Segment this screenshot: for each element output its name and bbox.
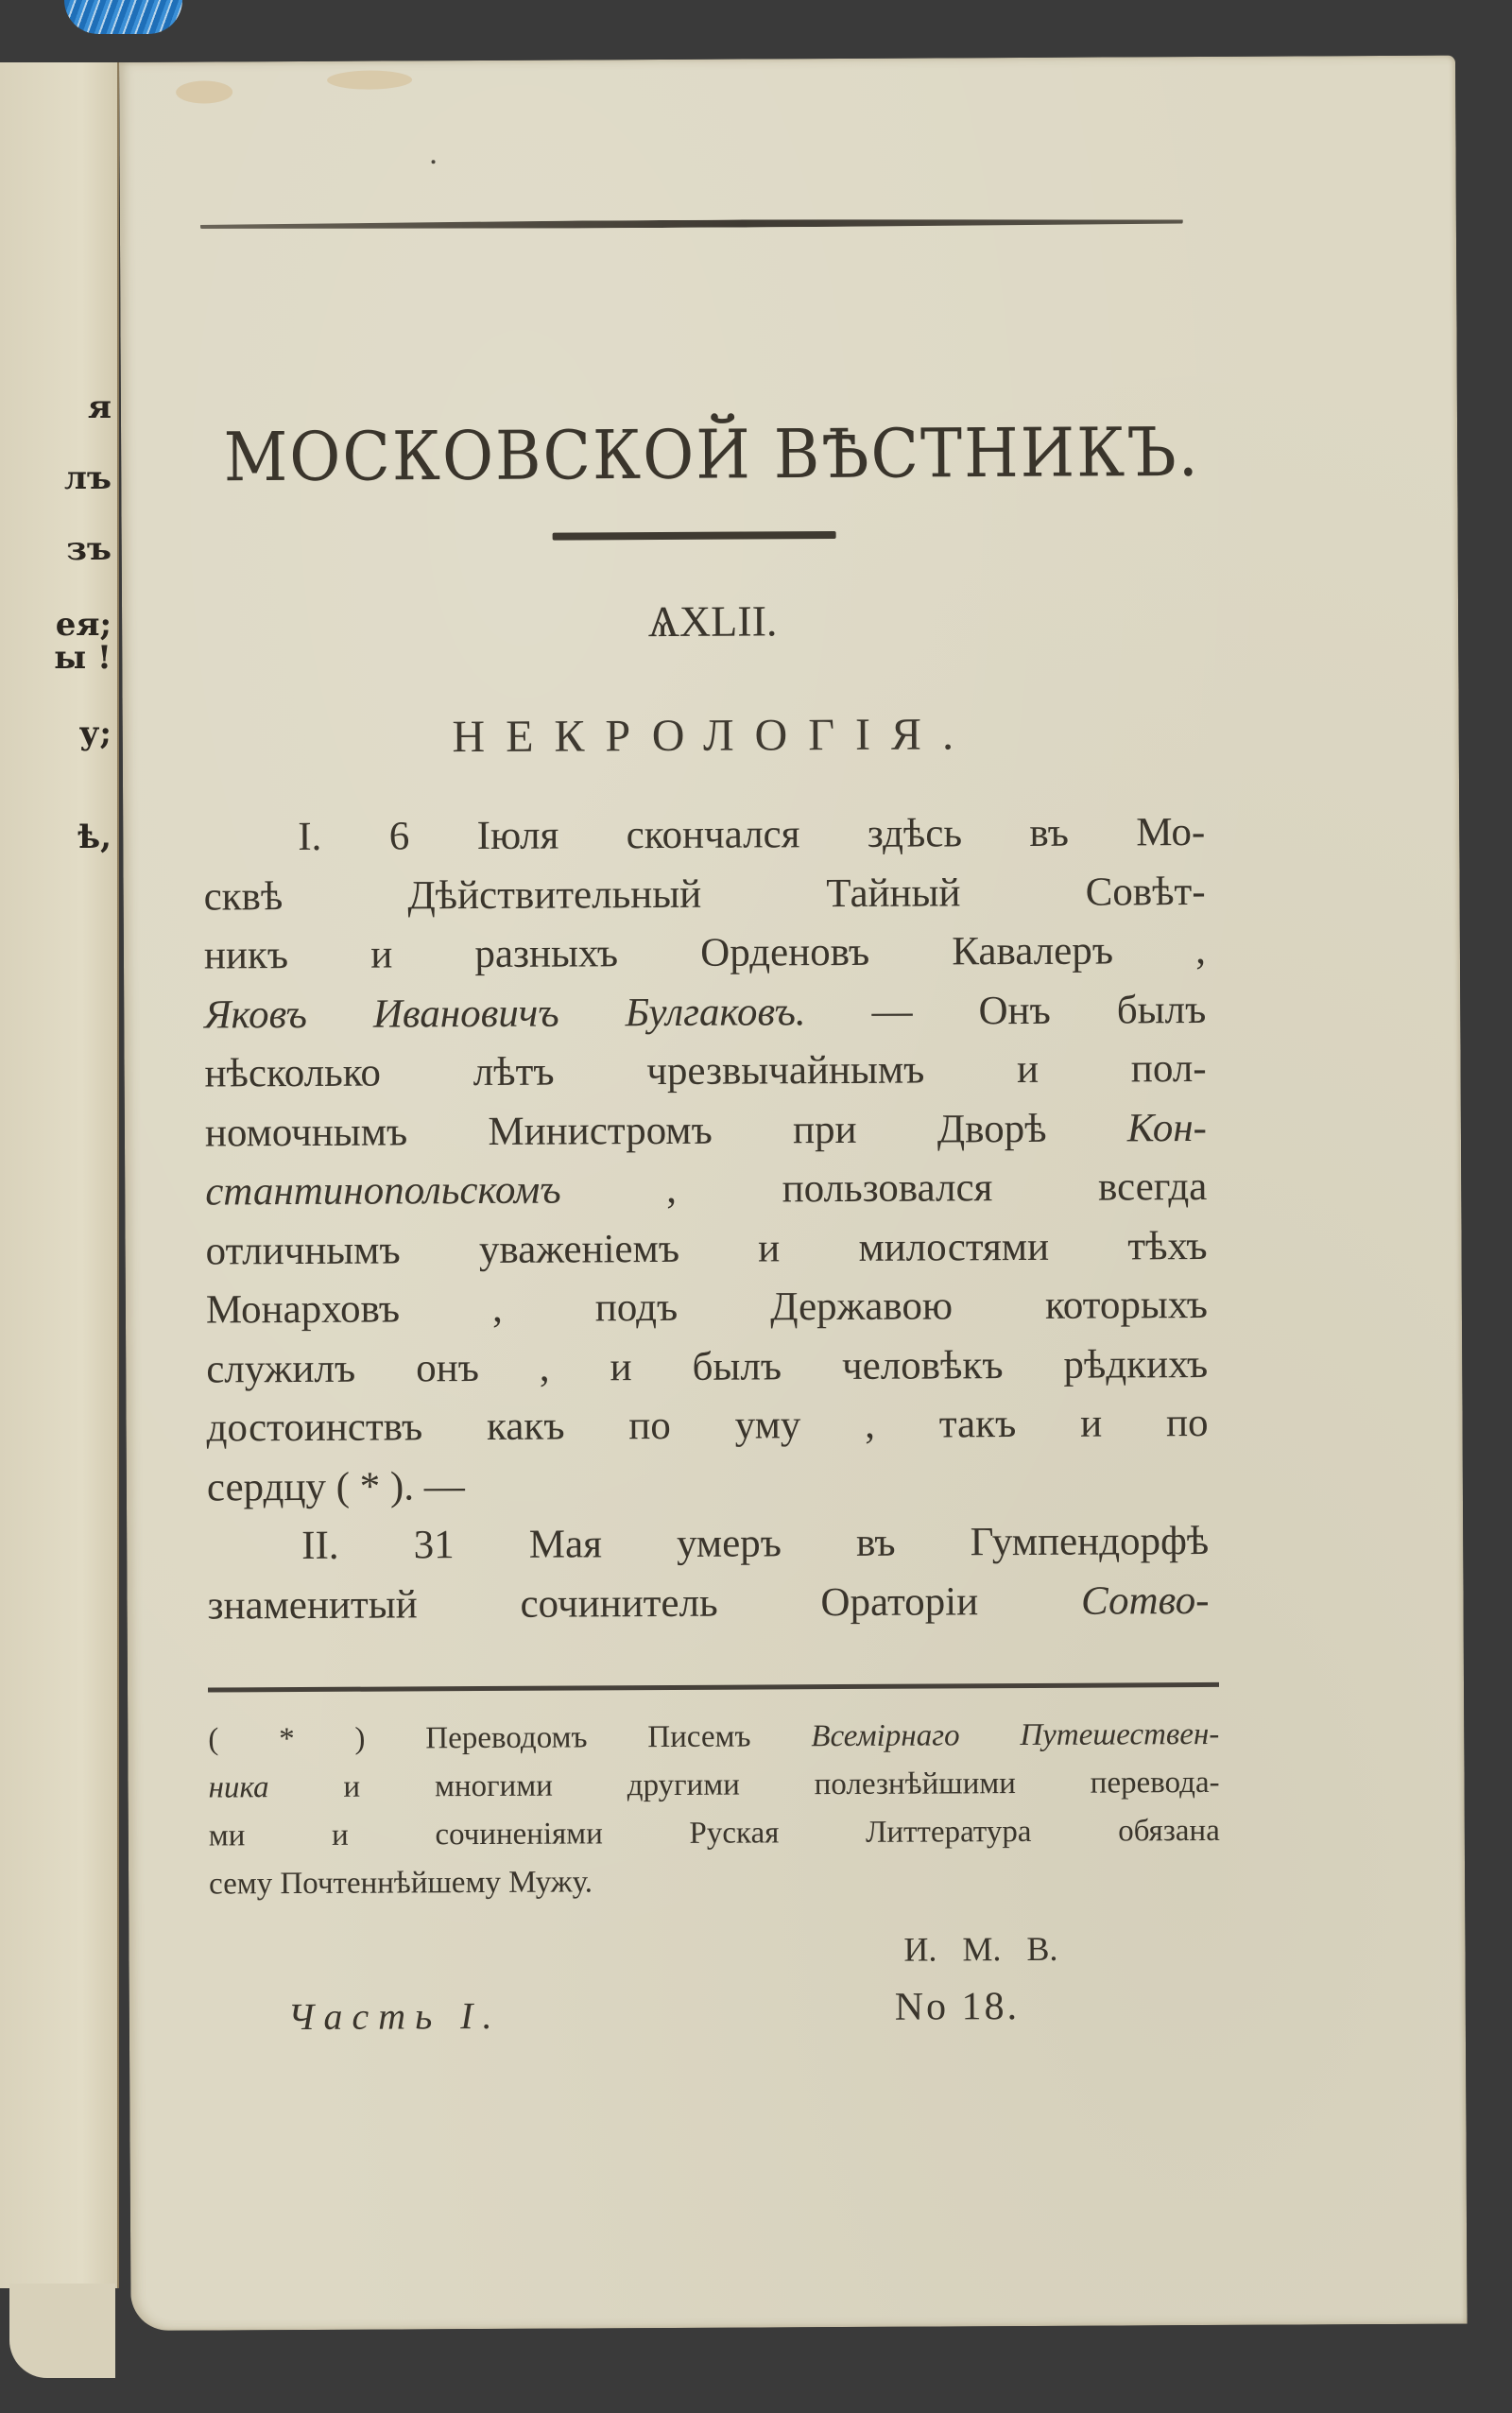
text-run: , пользовался всегда <box>560 1163 1208 1213</box>
paper-stain <box>176 80 232 103</box>
italic-text: стантинопольскомъ <box>205 1167 561 1215</box>
previous-page-fragment: я <box>87 388 112 426</box>
previous-page-fragment: ѣ, <box>77 819 112 856</box>
italic-text: Яковъ Ивановичъ Булгаковъ. <box>204 989 806 1038</box>
text-line <box>209 1807 1220 1861</box>
text-run: отличнымъ уваженіемъ и милостями тѣхъ <box>205 1223 1208 1274</box>
text-run: никъ и разныхъ Орденовъ Кавалеръ , <box>203 927 1207 978</box>
previous-page-fragment: зъ <box>66 530 112 568</box>
title-underline-rule <box>553 531 836 541</box>
ink-speck <box>432 160 436 164</box>
previous-page-corner <box>9 2284 115 2378</box>
italic-text: ника <box>208 1770 269 1805</box>
text-run: и многими другими полезнѣйшими перевода- <box>268 1765 1220 1805</box>
text-line <box>204 922 1206 986</box>
paper-stain <box>327 70 412 89</box>
document-page <box>119 56 1468 2331</box>
text-line <box>203 862 1205 926</box>
text-line <box>207 1512 1209 1577</box>
section-title: НЕКРОЛОГІЯ. <box>452 709 975 763</box>
previous-page-text-fragments <box>0 62 117 2288</box>
text-line <box>207 1571 1209 1635</box>
binding-thread <box>64 0 182 34</box>
issue-roman-numeral: ѦXLII. <box>647 596 778 646</box>
text-run: ми и сочиненіями Руская Литтература обязана <box>208 1813 1220 1853</box>
text-line <box>204 1040 1206 1104</box>
text-line <box>207 1453 1209 1517</box>
previous-page-fragment: лъ <box>63 459 112 497</box>
text-line <box>209 1855 1220 1909</box>
footnote <box>208 1711 1220 1909</box>
text-run: Монарховъ , подъ Державою которыхъ <box>205 1282 1209 1333</box>
text-line <box>203 803 1205 868</box>
text-run: служилъ онъ , и былъ человѣкъ рѣдкихъ <box>206 1341 1209 1392</box>
text-run: ( * ) Переводомъ Писемъ <box>208 1719 812 1757</box>
article-body <box>203 803 1210 1636</box>
previous-page-fragment: ея; <box>55 606 112 644</box>
text-run: сему Почтеннѣйшему Мужу. <box>208 1865 593 1902</box>
text-line <box>206 1276 1208 1340</box>
text-run: сквѣ Дѣйствительный Тайный Совѣт- <box>203 869 1206 920</box>
italic-text: Всемірнаго Путешествен- <box>811 1716 1220 1754</box>
header-rule <box>200 217 1183 230</box>
text-line <box>204 980 1206 1044</box>
text-run: достоинствъ какъ по уму , такъ и по <box>206 1400 1209 1451</box>
text-run: I. 6 Іюля скончался здѣсь въ Мо- <box>298 809 1206 860</box>
previous-page-fragment: ы ! <box>54 639 112 677</box>
text-run: II. 31 Мая умеръ въ Гумпендорфѣ <box>301 1518 1210 1569</box>
footnote-rule <box>208 1682 1219 1693</box>
text-run: знаменитый сочинитель Ораторіи <box>207 1578 1082 1629</box>
text-run: номочнымъ Министромъ при Дворѣ <box>204 1105 1127 1156</box>
text-run: нѣсколько лѣтъ чрезвычайнымъ и пол- <box>204 1045 1207 1096</box>
text-run: — Онъ былъ <box>805 987 1207 1034</box>
text-line <box>208 1711 1219 1765</box>
text-line <box>206 1335 1208 1399</box>
masthead-title: МОСКОВСКОЙ ВѢСТНИКЪ. <box>223 412 1200 497</box>
text-line <box>208 1759 1219 1813</box>
text-run: сердцу ( * ). — <box>206 1463 465 1510</box>
text-line <box>205 1158 1207 1222</box>
previous-page-edge <box>0 62 119 2288</box>
italic-text: Сотво- <box>1080 1577 1210 1624</box>
issue-number: No 18. <box>894 1985 1021 2029</box>
text-line <box>206 1394 1208 1458</box>
italic-text: Кон- <box>1126 1105 1208 1150</box>
part-label: Часть I. <box>287 1993 502 2039</box>
previous-page-fragment: у; <box>78 715 112 752</box>
text-line <box>205 1098 1207 1163</box>
text-line <box>205 1216 1207 1281</box>
footnote-signature: И. М. В. <box>903 1929 1058 1969</box>
